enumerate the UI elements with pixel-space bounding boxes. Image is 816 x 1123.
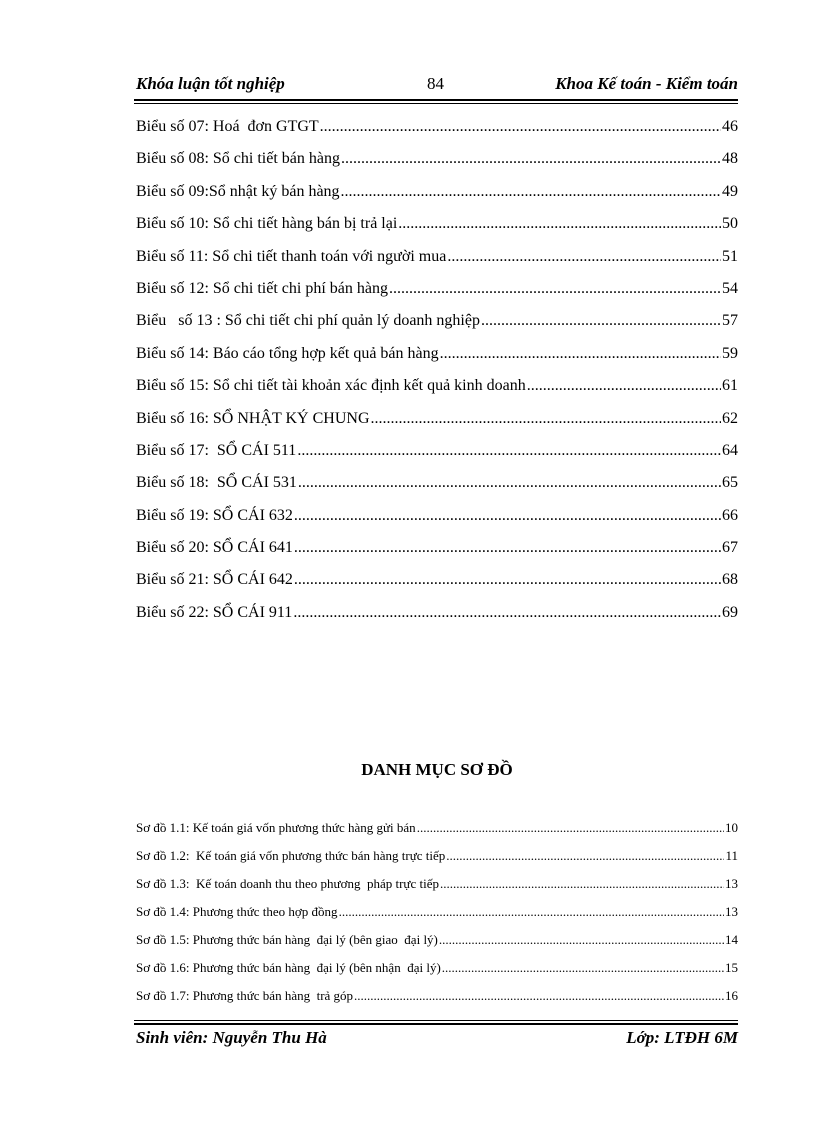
forms-list <box>136 116 738 634</box>
diagram-entry-page: 14 <box>725 932 738 947</box>
diagram-entry <box>136 874 738 902</box>
dot-leader <box>341 181 721 203</box>
toc-entry <box>136 569 738 601</box>
dot-leader <box>440 343 721 365</box>
diagram-entry <box>136 930 738 958</box>
toc-entry-title: Biểu số 08: Sổ chi tiết bán hàng <box>136 150 340 168</box>
dot-leader <box>341 148 721 170</box>
dot-leader <box>447 246 721 268</box>
toc-entry <box>136 375 738 407</box>
dot-leader <box>371 408 722 430</box>
dot-leader <box>354 986 724 1006</box>
toc-entry <box>136 408 738 440</box>
diagram-entry-page: 16 <box>725 988 738 1003</box>
toc-entry <box>136 440 738 472</box>
diagram-entry-page: 11 <box>725 848 738 863</box>
toc-entry <box>136 278 738 310</box>
dot-leader <box>294 569 721 591</box>
diagram-entry-title: Sơ đồ 1.3: Kế toán doanh thu theo phương pháp trực tiếp <box>136 876 439 891</box>
toc-entry-page: 69 <box>722 603 738 621</box>
diagram-entry <box>136 902 738 930</box>
toc-entry-page: 66 <box>722 506 738 524</box>
toc-entry-page: 46 <box>722 118 738 135</box>
dot-leader <box>339 902 724 922</box>
dot-leader <box>481 310 721 332</box>
footer-class: Lớp: LTĐH 6M <box>626 1028 738 1047</box>
toc-entry-page: 62 <box>722 409 738 427</box>
toc-entry-page: 64 <box>722 441 738 459</box>
toc-entry-title: Biểu số 07: Hoá đơn GTGT <box>136 118 319 135</box>
header-thesis-title: Khóa luận tốt nghiệp <box>136 74 285 93</box>
dot-leader <box>527 375 721 397</box>
toc-entry <box>136 343 738 375</box>
dot-leader <box>294 537 721 559</box>
diagram-entry-title: Sơ đồ 1.7: Phương thức bán hàng trả góp <box>136 988 354 1003</box>
dot-leader <box>297 440 721 462</box>
diagram-entry <box>136 818 738 846</box>
toc-entry-page: 67 <box>722 539 738 557</box>
dot-leader <box>439 930 724 950</box>
toc-entry-title: Biểu số 12: Sổ chi tiết chi phí bán hàng <box>136 279 388 297</box>
toc-entry <box>136 213 738 245</box>
toc-entry-title: Biểu số 11: Sổ chi tiết thanh toán với người mua <box>136 247 447 265</box>
dot-leader <box>417 818 724 838</box>
toc-entry-page: 51 <box>722 247 738 265</box>
dot-leader <box>442 958 724 978</box>
diagram-entry-page: 13 <box>725 876 738 891</box>
dot-leader <box>298 472 721 494</box>
diagram-entry-page: 10 <box>725 820 738 835</box>
diagram-entry <box>136 986 738 1014</box>
toc-entry-title: Biểu số 19: SỔ CÁI 632 <box>136 506 293 524</box>
dot-leader <box>389 278 721 300</box>
diagram-entry-page: 15 <box>725 960 738 975</box>
toc-entry-title: Biểu số 17: SỔ CÁI 511 <box>136 441 297 459</box>
dot-leader <box>294 505 721 527</box>
toc-entry <box>136 116 738 148</box>
diagram-entry-title: Sơ đồ 1.1: Kế toán giá vốn phương thức hàng gửi bán <box>136 820 416 835</box>
toc-entry <box>136 148 738 180</box>
toc-entry-page: 48 <box>722 150 738 168</box>
toc-entry <box>136 246 738 278</box>
header-rule <box>134 99 738 104</box>
header-page-number: 84 <box>427 74 444 93</box>
toc-entry-title: Biểu số 22: SỔ CÁI 911 <box>136 603 293 621</box>
diagram-entry-title: Sơ đồ 1.2: Kế toán giá vốn phương thức bán hàng trực tiếp <box>136 848 446 863</box>
toc-entry-title: Biểu số 20: SỔ CÁI 641 <box>136 539 293 557</box>
page-footer <box>136 1028 738 1052</box>
toc-entry-page: 57 <box>722 312 738 330</box>
toc-entry-page: 49 <box>722 182 738 200</box>
toc-entry <box>136 505 738 537</box>
dot-leader <box>440 874 724 894</box>
diagrams-list <box>136 818 738 1014</box>
toc-entry-page: 54 <box>722 279 738 297</box>
dot-leader <box>293 602 721 624</box>
diagram-entry-title: Sơ đồ 1.5: Phương thức bán hàng đại lý (bên giao đại lý) <box>136 932 438 947</box>
footer-student: Sinh viên: Nguyễn Thu Hà <box>136 1028 327 1047</box>
footer-rule <box>134 1020 738 1025</box>
toc-entry <box>136 537 738 569</box>
diagram-entry <box>136 958 738 986</box>
toc-entry-title: Biểu số 10: Sổ chi tiết hàng bán bị trả lại <box>136 215 398 233</box>
diagram-entry-title: Sơ đồ 1.6: Phương thức bán hàng đại lý (bên nhận đại lý) <box>136 960 441 975</box>
toc-entry <box>136 310 738 342</box>
toc-entry <box>136 602 738 634</box>
dot-leader <box>398 213 721 235</box>
toc-entry-page: 50 <box>722 215 738 233</box>
diagram-entry-title: Sơ đồ 1.4: Phương thức theo hợp đồng <box>136 904 338 919</box>
toc-entry-title: Biểu số 18: SỔ CÁI 531 <box>136 474 297 492</box>
toc-entry-title: Biểu số 14: Báo cáo tổng hợp kết quả bán hàng <box>136 344 439 362</box>
diagram-entry-page: 13 <box>725 904 738 919</box>
toc-entry-page: 59 <box>722 344 738 362</box>
page-header <box>136 72 738 96</box>
toc-entry-page: 68 <box>722 571 738 589</box>
toc-entry-title: Biểu số 21: SỔ CÁI 642 <box>136 571 293 589</box>
dot-leader <box>320 116 721 138</box>
toc-entry-title: Biểu số 13 : Sổ chi tiết chi phí quản lý doanh nghiệp <box>136 312 480 330</box>
toc-entry <box>136 181 738 213</box>
dot-leader <box>446 846 724 866</box>
toc-entry-page: 61 <box>722 377 738 395</box>
diagram-entry <box>136 846 738 874</box>
toc-entry-title: Biểu số 16: SỔ NHẬT KÝ CHUNG <box>136 409 370 427</box>
header-faculty: Khoa Kế toán - Kiểm toán <box>555 74 738 93</box>
diagram-list-heading: DANH MỤC SƠ ĐỒ <box>361 760 513 779</box>
toc-entry-title: Biểu số 09:Sổ nhật ký bán hàng <box>136 182 340 200</box>
toc-entry <box>136 472 738 504</box>
toc-entry-title: Biểu số 15: Sổ chi tiết tài khoản xác định kết quả kinh doanh <box>136 377 526 395</box>
toc-entry-page: 65 <box>722 474 738 492</box>
